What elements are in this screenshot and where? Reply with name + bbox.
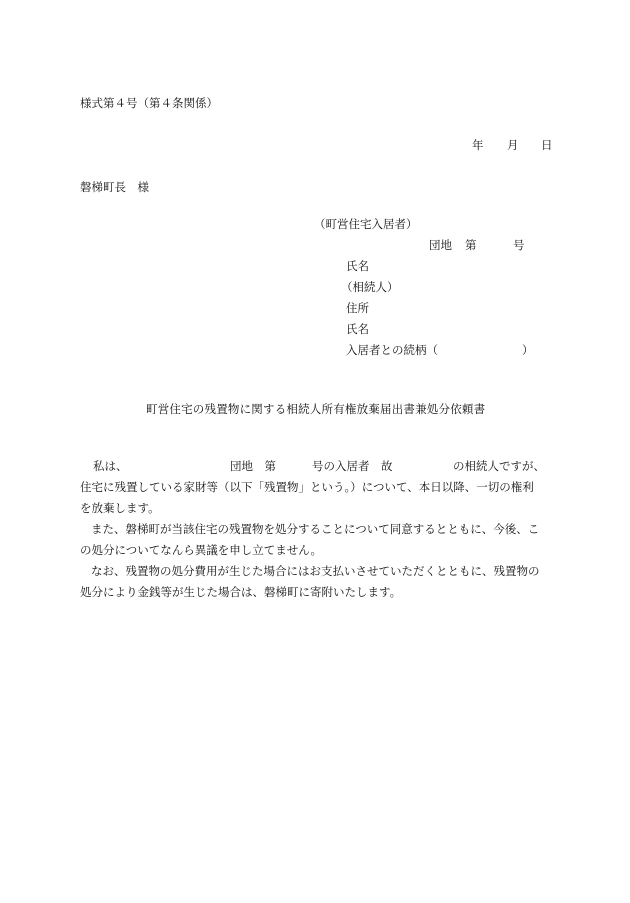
p1-d: の相続人ですが、 bbox=[453, 459, 545, 473]
document-title: 町営住宅の残置物に関する相続人所有権放棄届出書兼処分依頼書 bbox=[146, 402, 486, 416]
form-number: 様式第４号（第４条関係） bbox=[80, 96, 218, 110]
dai-label: 第 bbox=[465, 238, 477, 252]
p1-line2: 住宅に残置している家財等（以下「残置物」という。）について、本日以降、一切の権利 bbox=[80, 480, 534, 494]
addressee: 磐梯町長 様 bbox=[80, 180, 149, 194]
danchi-label: 団地 bbox=[429, 238, 452, 252]
date-month: 月 bbox=[507, 138, 519, 152]
go-label: 号 bbox=[513, 238, 525, 252]
date-day: 日 bbox=[541, 138, 553, 152]
paragraph-2 bbox=[80, 519, 550, 561]
p3-line2: 処分により金銭等が生じた場合は、磐梯町に寄附いたします。 bbox=[80, 585, 402, 599]
p1-b: 団地 第 bbox=[230, 459, 276, 473]
address-label: 住所 bbox=[346, 301, 369, 315]
heir-heading: （相続人） bbox=[341, 280, 399, 294]
resident-name-label: 氏名 bbox=[346, 259, 369, 273]
p3-line1: なお、残置物の処分費用が生じた場合にはお支払いさせていただくとともに、残置物の bbox=[91, 564, 540, 578]
date-year: 年 bbox=[472, 138, 484, 152]
p1-c: 号の入居者 故 bbox=[312, 459, 393, 473]
paragraph-3 bbox=[80, 561, 550, 603]
heir-name-label: 氏名 bbox=[346, 322, 369, 336]
relation-close: ） bbox=[522, 343, 534, 357]
relation-label: 入居者との続柄（ bbox=[346, 343, 438, 357]
paragraph-1 bbox=[80, 456, 550, 519]
p1-line3: を放棄します。 bbox=[80, 501, 160, 515]
p1-a: 私は、 bbox=[93, 459, 128, 473]
resident-heading: （町営住宅入居者） bbox=[314, 217, 418, 231]
p2-line2: の処分についてなんら異議を申し立てません。 bbox=[80, 543, 322, 557]
p2-line1: また、磐梯町が当該住宅の残置物を処分することについて同意するとともに、今後、こ bbox=[91, 522, 540, 536]
